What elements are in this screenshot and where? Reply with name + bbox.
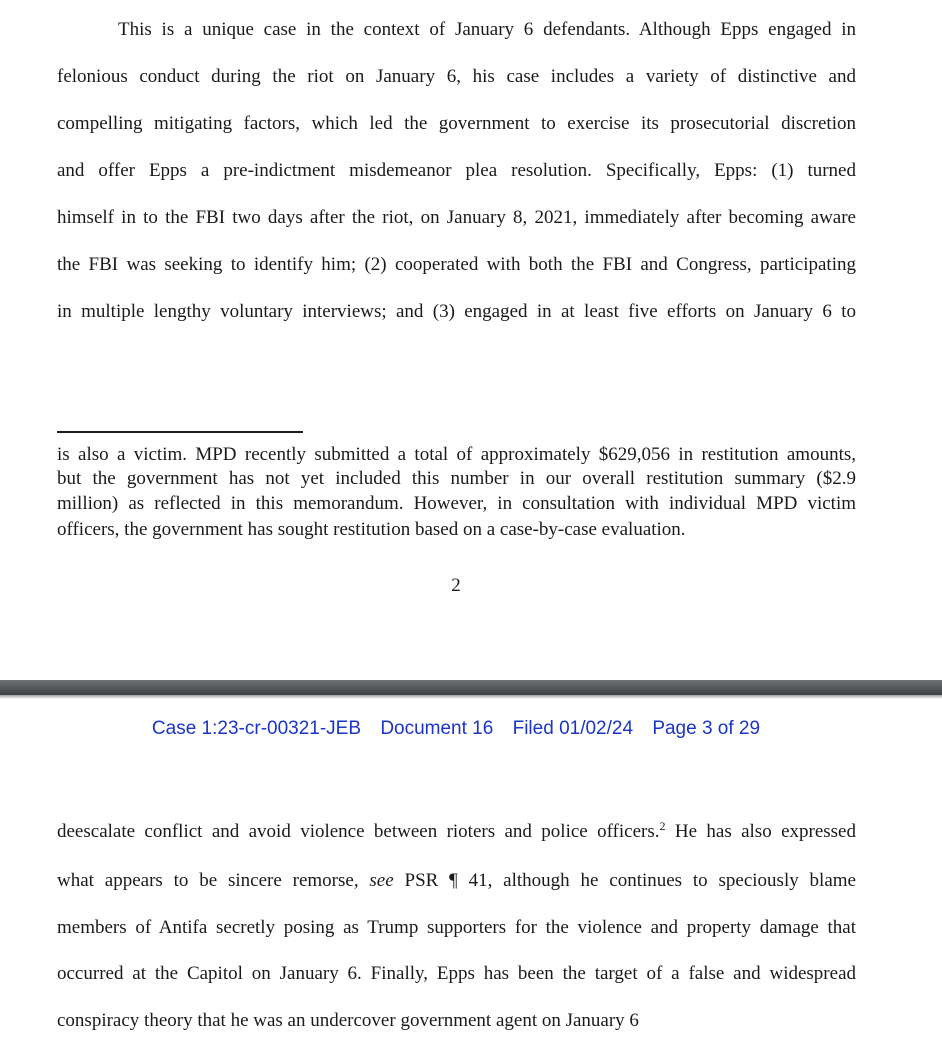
paragraph-line: conspiracy theory that he was an undercover government agent on January 6 [57,1010,639,1031]
paragraph-line: felonious conduct during the riot on January 6, his case includes a variety of distinctive and [57,66,856,87]
paragraph-line: in multiple lengthy voluntary interviews; and (3) engaged in at least five efforts on January 6 to [57,301,856,322]
line-text: what appears to be sincere remorse, [57,870,370,891]
paragraph-line [57,869,856,893]
footnote-line: is also a victim. MPD recently submitted a total of approximately $629,056 in restitution amounts, [57,444,856,465]
line-text: PSR ¶ 41, although he continues to speciously blame [393,870,856,891]
line-text: deescalate conflict and avoid violence between rioters and police officers. [57,821,660,842]
page-break-divider [0,680,942,695]
paragraph-line: and offer Epps a pre-indictment misdemeanor plea resolution. Specifically, Epps: (1) turned [57,160,856,181]
footnote-line: officers, the government has sought restitution based on a case-by-case evaluation. [57,519,686,540]
paragraph-line: members of Antifa secretly posing as Trump supporters for the violence and property damage that [57,917,856,938]
paragraph-line: occurred at the Capitol on January 6. Finally, Epps has been the target of a false and widespread [57,963,856,984]
paragraph-line: the FBI was seeking to identify him; (2) cooperated with both the FBI and Congress, participating [57,254,856,275]
paragraph-line [57,820,856,844]
filed-date: Filed 01/02/24 [512,718,634,739]
case-header [0,717,912,741]
footnote-line: million) as reflected in this memorandum. However, in consultation with individual MPD victim [57,493,856,514]
case-number: Case 1:23-cr-00321-JEB [151,718,362,739]
page-break-shadow [0,695,942,699]
footnote-reference: 2 [659,819,666,833]
paragraph-line: compelling mitigating factors, which led the government to exercise its prosecutorial discretion [57,113,856,134]
citation-signal: see [369,870,394,891]
document-number: Document 16 [380,718,494,739]
footnote-separator [57,431,303,433]
footnote-line: but the government has not yet included this number in our overall restitution summary ($2.9 [57,468,856,489]
page-number: 2 [451,575,461,596]
paragraph-line: This is a unique case in the context of January 6 defendants. Although Epps engaged in [118,19,856,40]
paragraph-line: himself in to the FBI two days after the riot, on January 8, 2021, immediately after becoming aware [57,207,856,228]
line-text: He has also expressed [665,821,856,842]
page-indicator: Page 3 of 29 [652,718,761,739]
